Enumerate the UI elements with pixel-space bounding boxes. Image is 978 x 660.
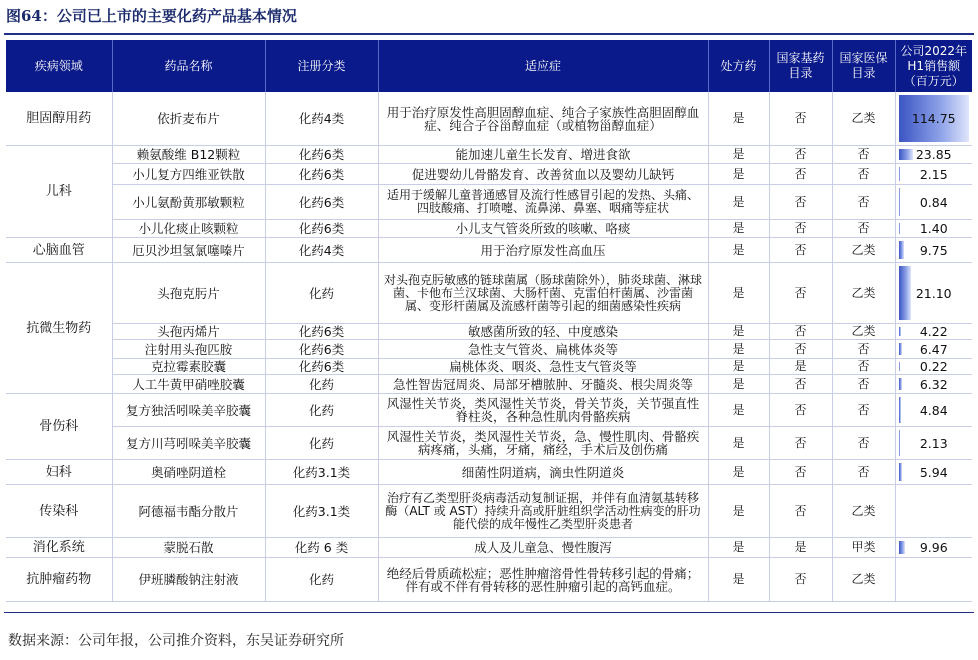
essential-list: 否 [769, 324, 832, 340]
registration: 化药6类 [265, 164, 378, 185]
prescription: 是 [708, 164, 769, 185]
sales-cell [895, 220, 972, 238]
insurance-list: 否 [832, 185, 895, 220]
sales-cell [895, 394, 972, 427]
sales-cell [895, 558, 972, 602]
registration: 化药4类 [265, 238, 378, 263]
indication: 成人及儿童急、慢性腹泻 [378, 538, 708, 558]
indication: 风湿性关节炎，类风湿性关节炎，急、慢性肌肉、骨骼疾病疼痛，头痛，牙痛，痛经，手术后及创伤痛 [378, 427, 708, 460]
prescription: 是 [708, 485, 769, 538]
sales-value: 1.40 [919, 221, 948, 236]
table-row [6, 92, 972, 146]
table-row [6, 558, 972, 602]
sales-cell [895, 427, 972, 460]
disease-area: 胆固醇用药 [6, 92, 112, 146]
sales-value: 0.22 [919, 359, 948, 374]
page-title: 图64：公司已上市的主要化药产品基本情况 [6, 7, 297, 25]
essential-list: 否 [769, 263, 832, 324]
header-sales [895, 40, 972, 92]
registration: 化药 [265, 375, 378, 394]
registration: 化药6类 [265, 220, 378, 238]
table-row [6, 485, 972, 538]
prescription: 是 [708, 92, 769, 146]
prescription: 是 [708, 220, 769, 238]
disease-area: 传染科 [6, 485, 112, 538]
sales-value: 21.10 [915, 285, 952, 301]
insurance-list: 否 [832, 460, 895, 485]
indication: 细菌性阴道病，滴虫性阴道炎 [378, 460, 708, 485]
registration: 化药 [265, 427, 378, 460]
header-area: 疾病领域 [6, 40, 112, 92]
indication: 扁桃体炎、咽炎、急性支气管炎等 [378, 359, 708, 375]
sales-cell [895, 238, 972, 263]
essential-list: 否 [769, 375, 832, 394]
indication: 适用于缓解儿童普通感冒及流行性感冒引起的发热、头痛、四肢酸痛、打喷嚏、流鼻涕、鼻塞、咽痛等症状 [378, 185, 708, 220]
registration: 化药 [265, 263, 378, 324]
prescription: 是 [708, 427, 769, 460]
essential-list: 否 [769, 238, 832, 263]
essential-list: 否 [769, 220, 832, 238]
sales-value: 5.94 [919, 464, 948, 480]
insurance-list: 甲类 [832, 538, 895, 558]
indication: 小儿支气管炎所致的咳嗽、咯痰 [378, 220, 708, 238]
header-sales-line2: H1销售额 [907, 58, 961, 73]
table-row [6, 340, 972, 359]
drug-name: 头孢丙烯片 [112, 324, 265, 340]
sales-value: 2.13 [919, 435, 948, 451]
insurance-list: 否 [832, 394, 895, 427]
drug-name: 厄贝沙坦氢氯噻嗪片 [112, 238, 265, 263]
essential-list: 否 [769, 185, 832, 220]
registration: 化药6类 [265, 146, 378, 164]
essential-list: 否 [769, 427, 832, 460]
registration: 化药6类 [265, 185, 378, 220]
drug-name: 克拉霉素胶囊 [112, 359, 265, 375]
table-row [6, 263, 972, 324]
prescription: 是 [708, 340, 769, 359]
insurance-list: 乙类 [832, 485, 895, 538]
disease-area: 妇科 [6, 460, 112, 485]
prescription: 是 [708, 324, 769, 340]
essential-list: 否 [769, 460, 832, 485]
source-note: 数据来源：公司年报，公司推介资料，东吴证券研究所 [8, 633, 344, 649]
header-drug: 药品名称 [112, 40, 265, 92]
registration: 化药3.1类 [265, 485, 378, 538]
indication: 对头孢克肟敏感的链球菌属（肠球菌除外），肺炎球菌、淋球菌、卡他布兰汉球菌、大肠杆菌、克雷伯杆菌属、沙雷菌属、变形杆菌属及流感杆菌等引起的细菌感染性疾病 [378, 263, 708, 324]
header-insurance-line1: 国家医保 [839, 51, 888, 65]
indication: 治疗有乙类型肝炎病毒活动复制证据，并伴有血清氨基转移酶（ALT 或 AST）持续升高或肝脏组织学活动性病变的肝功能代偿的成年慢性乙类型肝炎患者 [378, 485, 708, 538]
header-insurance-line2: 目录 [851, 66, 876, 80]
sales-cell [895, 185, 972, 220]
table-row [6, 238, 972, 263]
sales-value: 6.47 [919, 341, 948, 357]
header-essential-line1: 国家基药 [776, 51, 825, 65]
prescription: 是 [708, 375, 769, 394]
insurance-list: 乙类 [832, 238, 895, 263]
prescription: 是 [708, 359, 769, 375]
insurance-list: 乙类 [832, 558, 895, 602]
drug-name: 复方独活吲哚美辛胶囊 [112, 394, 265, 427]
sales-value: 4.84 [919, 402, 948, 418]
sales-cell [895, 340, 972, 359]
header-prescription: 处方药 [708, 40, 769, 92]
drug-name: 小儿化痰止咳颗粒 [112, 220, 265, 238]
indication: 敏感菌所致的轻、中度感染 [378, 324, 708, 340]
footer-divider [4, 612, 974, 613]
sales-value: 2.15 [919, 166, 948, 182]
registration: 化药 [265, 394, 378, 427]
prescription: 是 [708, 460, 769, 485]
drug-name: 蒙脱石散 [112, 538, 265, 558]
sales-cell [895, 538, 972, 558]
disease-area: 儿科 [6, 146, 112, 238]
indication: 用于治疗原发性高胆固醇血症、纯合子家族性高胆固醇血症、纯合子谷甾醇血症（或植物甾醇血症） [378, 92, 708, 146]
header-sales-line1: 公司2022年 [900, 43, 968, 58]
prescription: 是 [708, 238, 769, 263]
registration: 化药4类 [265, 92, 378, 146]
table-row [6, 460, 972, 485]
header-essential-line2: 目录 [788, 66, 813, 80]
insurance-list: 否 [832, 164, 895, 185]
drug-name: 小儿氨酚黄那敏颗粒 [112, 185, 265, 220]
prescription: 是 [708, 263, 769, 324]
essential-list: 否 [769, 164, 832, 185]
sales-cell [895, 359, 972, 375]
registration: 化药6类 [265, 359, 378, 375]
indication: 急性支气管炎、扁桃体炎等 [378, 340, 708, 359]
drug-name: 人工牛黄甲硝唑胶囊 [112, 375, 265, 394]
insurance-list: 乙类 [832, 92, 895, 146]
sales-value: 23.85 [915, 147, 952, 162]
sales-cell [895, 164, 972, 185]
table-header-row [6, 40, 972, 92]
drug-name: 阿德福韦酯分散片 [112, 485, 265, 538]
drug-name: 伊班膦酸钠注射液 [112, 558, 265, 602]
sales-value: 6.32 [919, 376, 948, 392]
sales-value: 9.96 [919, 540, 948, 555]
insurance-list: 乙类 [832, 263, 895, 324]
registration: 化药 [265, 558, 378, 602]
table-row [6, 375, 972, 394]
header-indication: 适应症 [378, 40, 708, 92]
prescription: 是 [708, 538, 769, 558]
table-row [6, 394, 972, 427]
prescription: 是 [708, 558, 769, 602]
disease-area: 抗肿瘤药物 [6, 558, 112, 602]
insurance-list: 乙类 [832, 324, 895, 340]
insurance-list: 否 [832, 146, 895, 164]
insurance-list: 否 [832, 340, 895, 359]
insurance-list: 否 [832, 375, 895, 394]
table-row [6, 185, 972, 220]
disease-area: 消化系统 [6, 538, 112, 558]
sales-cell [895, 263, 972, 324]
sales-cell [895, 146, 972, 164]
sales-value: 9.75 [919, 242, 948, 258]
table-body [6, 92, 972, 602]
prescription: 是 [708, 146, 769, 164]
essential-list: 是 [769, 538, 832, 558]
sales-value: 114.75 [911, 111, 956, 126]
indication: 能加速儿童生长发育、增进食欲 [378, 146, 708, 164]
sales-cell [895, 375, 972, 394]
sales-value: 0.84 [919, 194, 948, 210]
drug-name: 赖氨酸维 B12颗粒 [112, 146, 265, 164]
insurance-list: 否 [832, 220, 895, 238]
sales-cell [895, 460, 972, 485]
disease-area: 心脑血管 [6, 238, 112, 263]
essential-list: 否 [769, 558, 832, 602]
table-row [6, 359, 972, 375]
essential-list: 否 [769, 394, 832, 427]
table-row [6, 164, 972, 185]
insurance-list: 否 [832, 427, 895, 460]
drug-name: 复方川芎吲哚美辛胶囊 [112, 427, 265, 460]
registration: 化药6类 [265, 324, 378, 340]
drug-name: 头孢克肟片 [112, 263, 265, 324]
essential-list: 否 [769, 485, 832, 538]
registration: 化药 6 类 [265, 538, 378, 558]
sales-cell [895, 92, 972, 146]
table-row [6, 146, 972, 164]
drug-name: 奥硝唑阴道栓 [112, 460, 265, 485]
indication: 急性智齿冠周炎、局部牙槽脓肿、牙髓炎、根尖周炎等 [378, 375, 708, 394]
registration: 化药6类 [265, 340, 378, 359]
prescription: 是 [708, 185, 769, 220]
title-divider [4, 33, 974, 35]
registration: 化药3.1类 [265, 460, 378, 485]
drug-name: 依折麦布片 [112, 92, 265, 146]
drug-table [6, 40, 972, 602]
sales-cell [895, 485, 972, 538]
table-row [6, 324, 972, 340]
table-row [6, 538, 972, 558]
header-insurance [832, 40, 895, 92]
header-essential [769, 40, 832, 92]
header-sales-line3: （百万元） [903, 73, 964, 88]
drug-name: 小儿复方四维亚铁散 [112, 164, 265, 185]
sales-cell [895, 324, 972, 340]
essential-list: 否 [769, 146, 832, 164]
insurance-list: 否 [832, 359, 895, 375]
table-row [6, 220, 972, 238]
prescription: 是 [708, 394, 769, 427]
header-registration: 注册分类 [265, 40, 378, 92]
table-row [6, 427, 972, 460]
indication: 绝经后骨质疏松症；恶性肿瘤溶骨性骨转移引起的骨痛；伴有或不伴有骨转移的恶性肿瘤引起的高钙血症。 [378, 558, 708, 602]
indication: 用于治疗原发性高血压 [378, 238, 708, 263]
indication: 促进婴幼儿骨骼发育、改善贫血以及婴幼儿缺钙 [378, 164, 708, 185]
drug-name: 注射用头孢匹胺 [112, 340, 265, 359]
disease-area: 骨伤科 [6, 394, 112, 460]
essential-list: 是 [769, 359, 832, 375]
sales-value: 4.22 [919, 324, 948, 339]
disease-area: 抗微生物药 [6, 263, 112, 394]
indication: 风湿性关节炎，类风湿性关节炎，骨关节炎，关节强直性脊柱炎，各种急性肌肉骨骼疾病 [378, 394, 708, 427]
essential-list: 否 [769, 340, 832, 359]
essential-list: 否 [769, 92, 832, 146]
